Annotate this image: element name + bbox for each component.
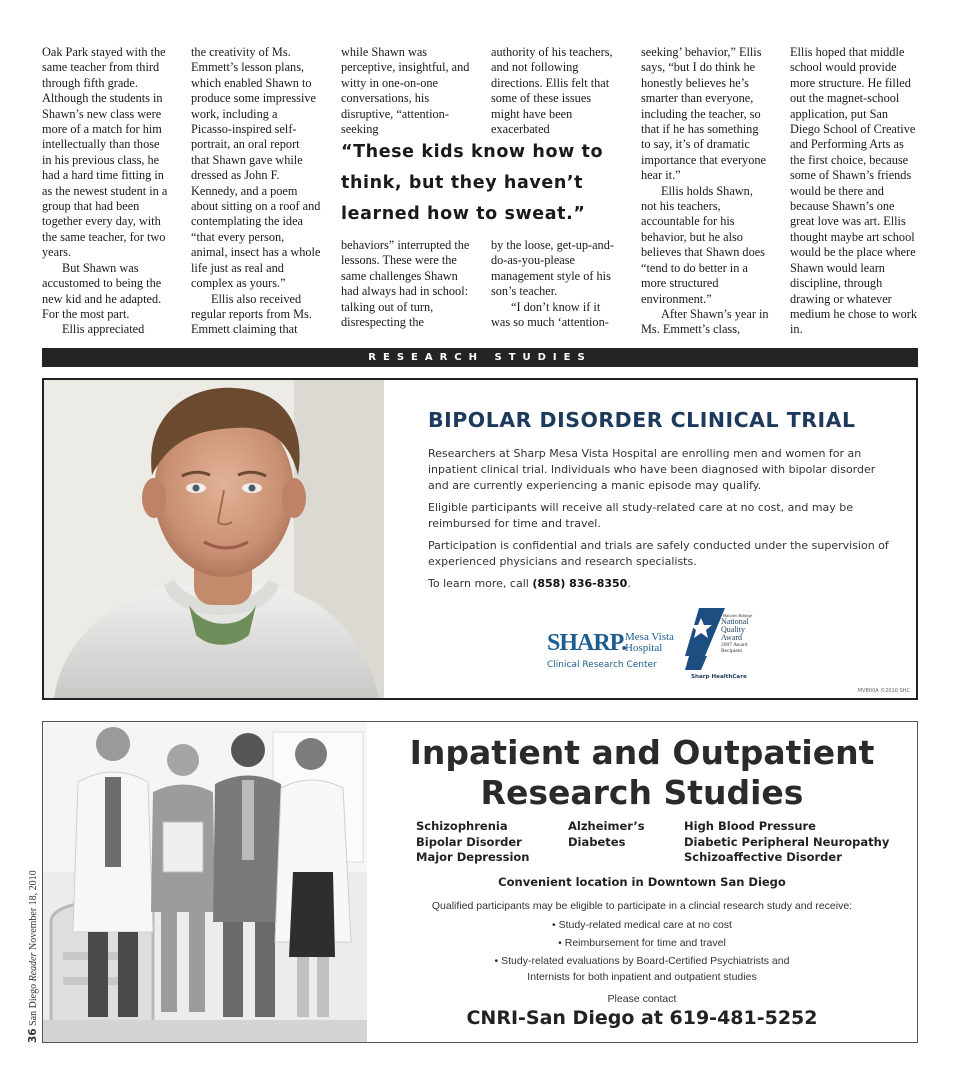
benefit-bullet: • Study-related medical care at no cost (552, 919, 732, 931)
publication-name: San Diego (28, 981, 39, 1026)
condition-item: High Blood Pressure (684, 819, 816, 833)
article-paragraph: seeking’ behavior,” Ellis says, “but I do think he honestly believes he’s smarter than everyone, including the teacher, so that if he has something to say, it’s of dramatic importance that everyone hear it.” (641, 45, 766, 183)
article-column-5 (641, 45, 771, 338)
article-column-4-top (491, 45, 621, 137)
condition-item: Diabetic Peripheral Neuropathy (684, 834, 890, 849)
article-paragraph: authority of his teachers, and not following directions. Ellis felt that some of these issues might have been exacerbated (491, 45, 613, 137)
conditions-list-2 (568, 819, 645, 850)
condition-item: Schizoaffective Disorder (684, 850, 842, 864)
article-column-3-top (341, 45, 471, 137)
article-column-4-bottom (491, 238, 621, 330)
condition-item: Diabetes (568, 834, 626, 849)
conditions-list-1 (416, 819, 530, 866)
mesa-vista-logo-text: Mesa Vista Hospital (625, 631, 674, 654)
article-paragraph: behaviors” interrupted the lessons. These were the same challenges Shawn had always had in school: talking out of turn, disrespecting the (341, 238, 470, 330)
ad-code: MVB00A ©2010 SHC (857, 688, 910, 694)
call-line (428, 576, 898, 592)
ad-headline-line-2: Research Studies (480, 773, 804, 812)
article-column-1 (42, 45, 172, 338)
article-paragraph: while Shawn was perceptive, insightful, and witty in one-on-one conversations, his disruptive, “attention-seeking (341, 45, 470, 137)
award-text-1: Malcolm Baldrige (723, 613, 753, 618)
award-text-4: Sharp HealthCare (691, 674, 747, 680)
benefit-bullet-continued: Internists for both inpatient and outpatient studies (527, 971, 757, 983)
benefit-bullet: • Study-related evaluations by Board-Certified Psychiatrists and (494, 955, 790, 967)
portrait-illustration (44, 380, 384, 698)
ad-paragraph: Researchers at Sharp Mesa Vista Hospital are enrolling men and women for an inpatient clinical trial. Individuals who have been diagnosed with bipolar disorder and are currently experiencing a manic episode may qualify. (428, 447, 876, 492)
article-column-2 (191, 45, 321, 338)
conditions-list-3 (684, 819, 889, 866)
location-line: Convenient location in Downtown San Diego (498, 875, 786, 889)
award-text-3: 2007 Award Recipient (721, 642, 748, 654)
ad-paragraph: Eligible participants will receive all study-related care at no cost, and may be reimbursed for time and travel. (428, 501, 854, 530)
article-columns (42, 45, 918, 345)
article-paragraph: Ellis hoped that middle school would provide more structure. He filled out the magnet-school application, put San Diego School of Creative and Performing Arts as the first choice, because some of Shawn’s friends would be there and because Shawn’s one great love was art. Ellis thought maybe art school would be the place where Shawn would learn discipline, through drawing or whatever medium he chose to work in. (790, 45, 918, 337)
article-paragraph: But Shawn was accustomed to being the new kid and he adapted. For the most part. (42, 260, 162, 321)
quality-award-logo (685, 608, 765, 678)
benefit-bullet: • Reimbursement for time and travel (558, 937, 726, 949)
article-paragraph: by the loose, get-up-and-do-as-you-please management style of his son’s teacher. (491, 238, 614, 299)
article-paragraph: Ellis appreciated (62, 322, 145, 337)
article-paragraph: Oak Park stayed with the same teacher from third through fifth grade. Although the students in Shawn’s new class were more of a match for him intellectually than those in his previous class, he had a hard time fitting in as the newest student in a group that had been together every day, with the same teacher, for two years. (42, 45, 168, 260)
condition-item: Alzheimer’s (568, 819, 645, 833)
condition-item: Schizophrenia (416, 819, 508, 833)
issue-date: November 18, 2010 (28, 870, 39, 953)
page-folio (27, 870, 39, 1043)
publication-name-italic: Reader (28, 952, 39, 982)
clinical-research-center-label: Clinical Research Center (547, 660, 657, 670)
call-prefix: To learn more, call (428, 577, 533, 590)
young-man-photo (44, 380, 384, 698)
pull-quote: “These kids know how to think, but they haven’t learned how to sweat.” (341, 142, 604, 224)
article-paragraph: Ellis holds Shawn, not his teachers, accountable for his behavior, but he also believes that Shawn does “tend to do better in a more structured environment.” (641, 183, 765, 306)
research-studies-ad (42, 721, 918, 1043)
ad-paragraph: Participation is confidential and trials are safely conducted under the supervision of experienced physicians and research specialists. (428, 539, 889, 568)
ad-title: BIPOLAR DISORDER CLINICAL TRIAL (428, 408, 856, 432)
call-suffix: . (627, 577, 631, 590)
qualify-text: Qualified participants may be eligible to participate in a clincial research study and receive: (431, 900, 853, 912)
article-paragraph: Ellis also received regular reports from Ms. Emmett claiming that (191, 291, 312, 337)
article-paragraph: After Shawn’s year in Ms. Emmett’s class, (641, 306, 769, 337)
article-column-6 (790, 45, 920, 338)
sponsor-logos (547, 608, 767, 680)
contact-phone[interactable]: CNRI-San Diego at 619-481-5252 (466, 1007, 818, 1029)
phone-number[interactable]: (858) 836-8350 (532, 577, 628, 590)
condition-item: Major Depression (416, 850, 530, 864)
medical-staff-illustration (43, 722, 367, 1042)
please-contact-label: Please contact (607, 993, 677, 1005)
ad-headline-line-1: Inpatient and Outpatient (409, 733, 875, 772)
article-paragraph: the creativity of Ms. Emmett’s lesson plans, which enabled Shawn to produce some impressive work, including a Picasso-inspired self-portrait, an oral report that Shawn gave while dressed as John F. Kennedy, and a poem about sitting on a roof and contemplating the idea “that every person, animal, insect has a whole life just as real and complex as yours.” (191, 45, 321, 291)
medical-staff-photo (43, 722, 367, 1042)
bipolar-trial-copy (428, 408, 898, 598)
bipolar-trial-ad (42, 378, 918, 700)
section-header-bar: RESEARCH STUDIES (42, 348, 918, 367)
page-number: 36 (27, 1028, 39, 1043)
article-column-3-bottom (341, 238, 471, 330)
condition-item: Bipolar Disorder (416, 834, 522, 849)
article-paragraph: “I don’t know if it was so much ‘attention- (491, 299, 609, 330)
sharp-logo: SHARP. (547, 630, 627, 656)
award-text-2: National Quality Award (721, 617, 749, 642)
